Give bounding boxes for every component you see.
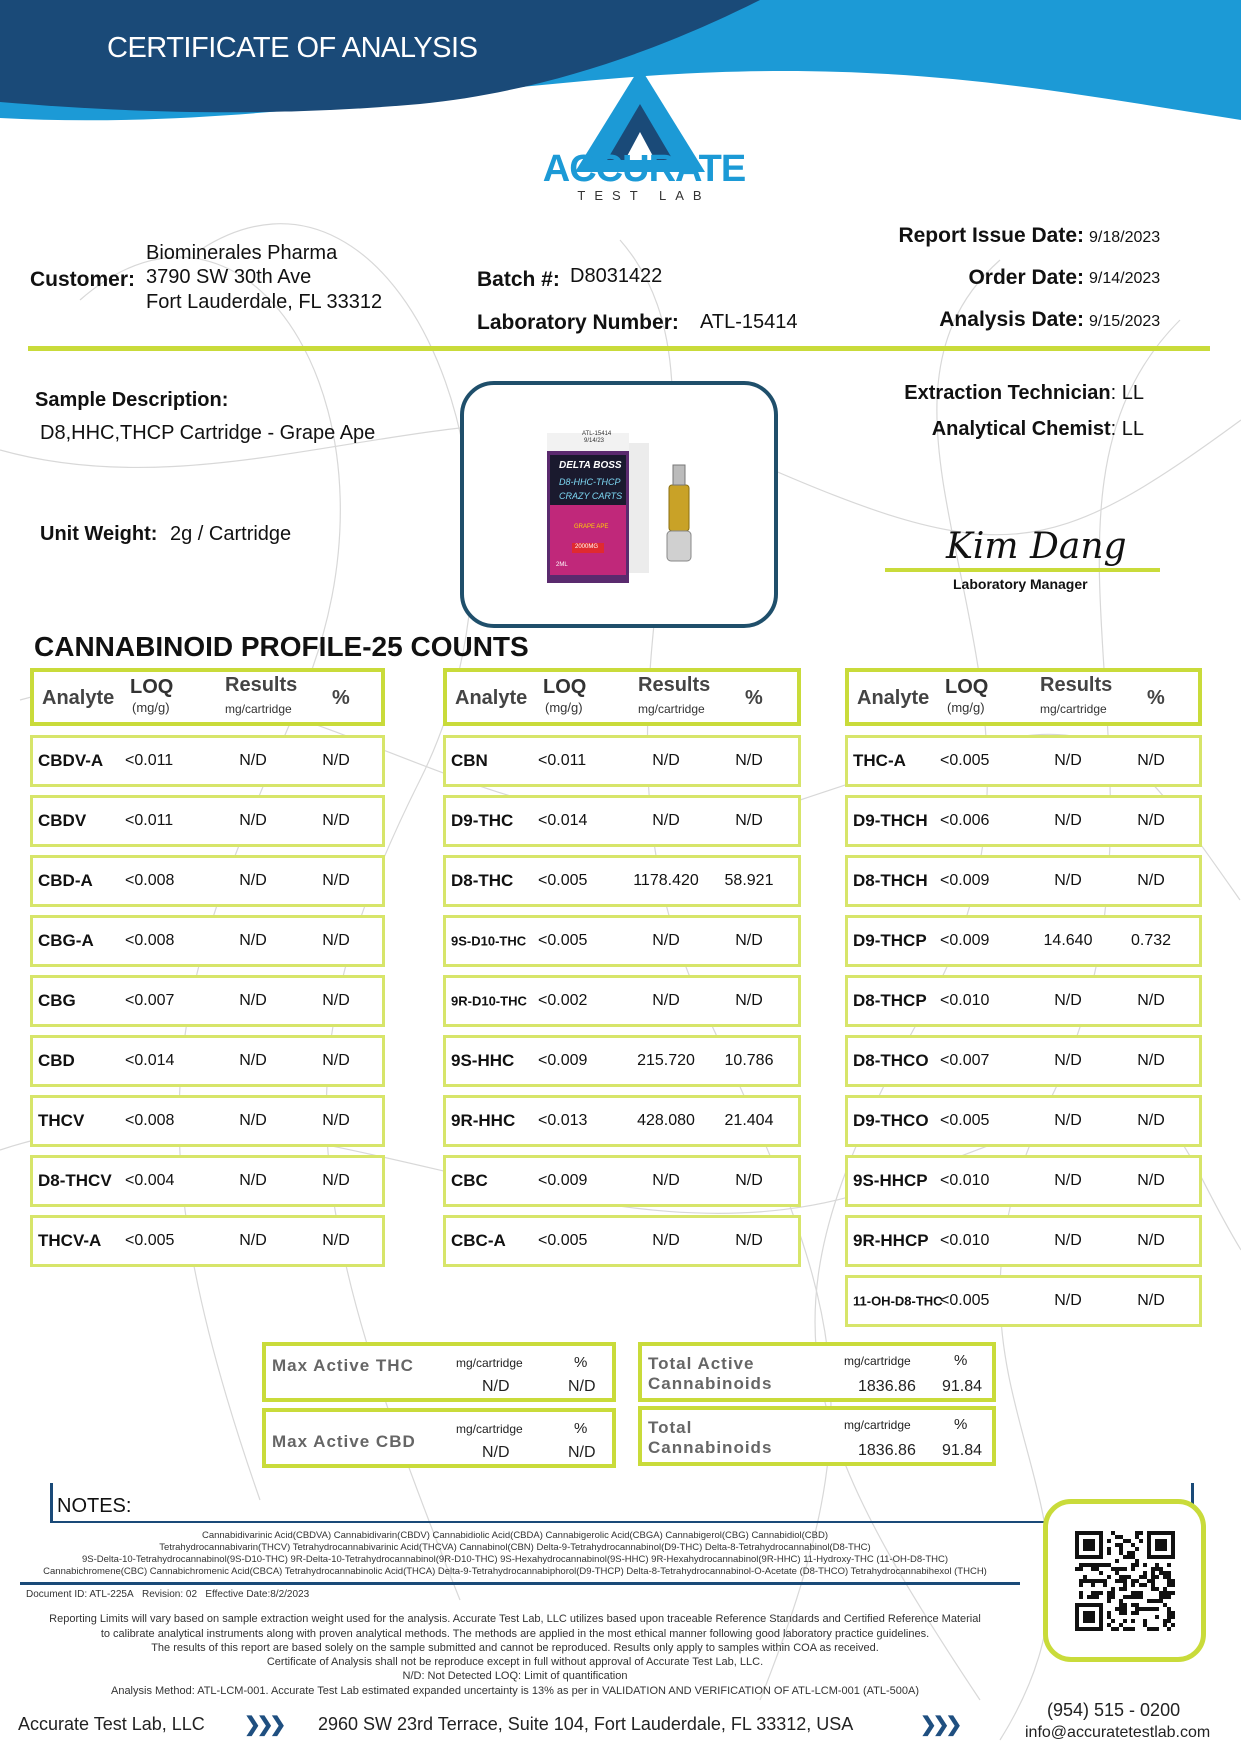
analyte-name: CBDV-A — [38, 751, 104, 770]
table-row — [30, 795, 385, 847]
analyte-result: N/D — [1054, 1292, 1082, 1309]
analyte-loq: <0.005 — [940, 752, 990, 769]
analyte-result: N/D — [239, 1172, 267, 1189]
table-row — [443, 735, 801, 787]
table-row — [845, 1275, 1202, 1327]
max-active-cbd-mg: N/D — [482, 1444, 510, 1461]
header-loq-unit: (mg/g) — [947, 700, 985, 715]
table-row — [845, 855, 1202, 907]
analyte-name: CBD — [38, 1051, 75, 1070]
notes-line-4: Cannabichromene(CBC) Cannabichromenic Acid(CBCA) Tetrahydrocannabinolic Acid(THCA) Delta-9-Tetrahydrocannabiphorol(D9-THCP) Delta-8-Tetrahydrocannabinol-O-Acetate (D8-THCO) Tetrahydrocannabihexol (THCH) — [43, 1566, 987, 1577]
analyte-result: N/D — [239, 1232, 267, 1249]
analyte-name: D9-THCP — [853, 931, 927, 950]
footer-email[interactable]: info@accuratetestlab.com — [1025, 1724, 1211, 1741]
analyte-pct: N/D — [735, 992, 763, 1009]
order-date-value: 9/14/2023 — [1089, 270, 1161, 287]
photo-brand: DELTA BOSS — [559, 460, 622, 471]
analyte-name: CBG-A — [38, 931, 94, 950]
customer-label: Customer: — [30, 268, 136, 291]
max-active-thc-mg: N/D — [482, 1378, 510, 1395]
cannabinoid-profile-title: CANNABINOID PROFILE-25 COUNTS — [34, 631, 529, 662]
total-label-1: Total — [648, 1418, 693, 1437]
analyte-loq: <0.002 — [538, 992, 588, 1009]
order-date-label: Order Date: — [968, 266, 1084, 289]
table-row — [30, 1035, 385, 1087]
analyte-loq: <0.005 — [940, 1112, 990, 1129]
table-row — [845, 975, 1202, 1027]
analyte-name: D8-THCV — [38, 1171, 112, 1190]
signature-line — [885, 568, 1160, 572]
analyte-loq: <0.014 — [125, 1052, 175, 1069]
table-row — [30, 915, 385, 967]
max-active-cbd-unit-mg: mg/cartridge — [456, 1422, 523, 1436]
analyte-loq: <0.007 — [940, 1052, 990, 1069]
max-active-cbd-pct: N/D — [568, 1444, 596, 1461]
analyte-loq: <0.004 — [125, 1172, 175, 1189]
total-active-pct: 91.84 — [942, 1378, 983, 1395]
analyte-name: D9-THCO — [853, 1111, 929, 1130]
max-active-thc-label: Max Active THC — [272, 1356, 414, 1375]
unit-weight-value: 2g / Cartridge — [170, 523, 292, 545]
analyte-result: N/D — [239, 752, 267, 769]
total-active-label-2: Cannabinoids — [648, 1374, 773, 1393]
total-active-unit-pct: % — [954, 1352, 968, 1369]
sample-photo — [464, 385, 774, 624]
laboratory-manager-label: Laboratory Manager — [953, 576, 1088, 592]
analyte-result: N/D — [1054, 872, 1082, 889]
analytical-chemist-value: : LL — [1110, 418, 1144, 440]
total-unit-pct: % — [954, 1416, 968, 1433]
extraction-technician — [800, 382, 1144, 405]
report-date-value: 9/18/2023 — [1089, 229, 1161, 246]
qr-code-icon[interactable] — [1075, 1531, 1175, 1631]
analyte-result: N/D — [652, 752, 680, 769]
header-analyte: Analyte — [42, 687, 115, 709]
notes-divider — [20, 1582, 1020, 1585]
table-row — [443, 1155, 801, 1207]
analyte-loq: <0.009 — [538, 1172, 588, 1189]
header-results: Results — [225, 674, 298, 696]
table-row — [30, 855, 385, 907]
analyte-result: N/D — [1054, 1232, 1082, 1249]
analyte-pct: N/D — [322, 1172, 350, 1189]
table-row — [443, 915, 801, 967]
header-loq-unit: (mg/g) — [132, 700, 170, 715]
footer-address: 2960 SW 23rd Terrace, Suite 104, Fort Lauderdale, FL 33312, USA — [318, 1714, 854, 1734]
header-pct: % — [332, 687, 350, 709]
analyte-name: CBN — [451, 751, 488, 770]
report-date-label: Report Issue Date: — [898, 224, 1084, 247]
total-mg: 1836.86 — [858, 1442, 916, 1459]
table-row — [845, 1035, 1202, 1087]
photo-atl-label: ATL-15414 — [582, 431, 612, 437]
photo-size: 2ML — [556, 562, 568, 568]
notes-label: NOTES: — [57, 1495, 132, 1517]
analyte-name: 9S-HHCP — [853, 1171, 928, 1190]
analyte-result: 428.080 — [637, 1112, 695, 1129]
table-row — [845, 735, 1202, 787]
analyte-pct: N/D — [322, 992, 350, 1009]
sample-description-value: D8,HHC,THCP Cartridge - Grape Ape — [40, 422, 376, 444]
table-row — [30, 735, 385, 787]
analyte-pct: 58.921 — [724, 872, 774, 889]
table-header-3 — [845, 668, 1202, 726]
header-analyte: Analyte — [857, 687, 930, 709]
analyte-name: D9-THCH — [853, 811, 928, 830]
table-row — [845, 795, 1202, 847]
table-header-2 — [443, 668, 801, 726]
sample-description-label: Sample Description: — [35, 389, 229, 411]
disclaimer-line-3: The results of this report are based solely on the sample submitted and cannot be reproduced. Results only apply to samples within COA as received. — [151, 1642, 879, 1654]
analyte-name: D8-THCO — [853, 1051, 929, 1070]
analyte-pct: N/D — [1137, 1232, 1165, 1249]
total-pct: 91.84 — [942, 1442, 983, 1459]
analyte-result: N/D — [1054, 992, 1082, 1009]
qr-code-frame — [1043, 1499, 1206, 1662]
analyte-name: 9S-HHC — [451, 1051, 515, 1070]
total-active-cannabinoids-box — [638, 1342, 996, 1402]
max-active-cbd-box — [262, 1408, 616, 1468]
disclaimer-line-4: Certificate of Analysis shall not be reproduce except in full without approval of Accurate Test Lab, LLC. — [266, 1656, 764, 1668]
table-row — [443, 1215, 801, 1267]
analysis-date-label: Analysis Date: — [939, 308, 1084, 331]
customer-name: Biominerales Pharma — [146, 242, 338, 264]
table-row — [845, 915, 1202, 967]
logo-name: ACCURATE — [542, 148, 746, 190]
table-row — [30, 975, 385, 1027]
analyte-pct: 0.732 — [1130, 932, 1172, 949]
disclaimer-line-2: to calibrate analytical instruments along with proven analytical methods. The methods are applied in the most ethical manner following good laboratory practice guidelines. — [100, 1628, 930, 1640]
analyte-pct: N/D — [1137, 812, 1165, 829]
header-pct: % — [745, 687, 763, 709]
header-pct: % — [1147, 687, 1165, 709]
footer-chevron-2-icon: ❯❯❯ — [920, 1714, 959, 1736]
analyte-loq: <0.008 — [125, 1112, 175, 1129]
header-loq: LOQ — [543, 676, 587, 698]
analyte-pct: N/D — [322, 932, 350, 949]
analyte-pct: 10.786 — [724, 1052, 774, 1069]
analyte-pct: N/D — [1137, 1052, 1165, 1069]
analyte-loq: <0.005 — [538, 932, 588, 949]
analyte-pct: N/D — [735, 1172, 763, 1189]
footer-phone: (954) 515 - 0200 — [1047, 1700, 1181, 1720]
analyte-result: 1178.420 — [633, 872, 699, 889]
analyte-name: D8-THCP — [853, 991, 927, 1010]
analyte-result: N/D — [652, 1232, 680, 1249]
max-active-thc-unit-mg: mg/cartridge — [456, 1356, 523, 1370]
table-row — [845, 1215, 1202, 1267]
analyte-pct: N/D — [1137, 752, 1165, 769]
table-row — [443, 855, 801, 907]
analyte-name: CBDV — [38, 811, 87, 830]
table-row — [443, 975, 801, 1027]
unit-weight-label: Unit Weight: — [40, 523, 158, 545]
analyte-name: CBG — [38, 991, 76, 1010]
extraction-technician-label: Extraction Technician — [904, 382, 1111, 404]
analyte-name: THC-A — [853, 751, 906, 770]
total-active-label-1: Total Active — [648, 1354, 755, 1373]
header-loq: LOQ — [945, 676, 989, 698]
analyte-loq: <0.011 — [538, 752, 587, 769]
footer-company: Accurate Test Lab, LLC — [18, 1714, 205, 1734]
analyte-loq: <0.006 — [940, 812, 990, 829]
analyte-result: N/D — [239, 1052, 267, 1069]
table-row — [443, 1095, 801, 1147]
analyte-pct: N/D — [322, 752, 350, 769]
disclaimer-line-6: Analysis Method: ATL-LCM-001. Accurate Test Lab estimated expanded uncertainty is 13% as per in VALIDATION AND VERIFICATION OF ATL-LCM-001 (ATL-500A) — [110, 1685, 920, 1697]
doc-effective-date: Effective Date:8/2/2023 — [205, 1589, 310, 1600]
analyte-name: D9-THC — [451, 811, 514, 830]
customer-city: Fort Lauderdale, FL 33312 — [146, 291, 383, 313]
max-active-thc-box — [262, 1342, 616, 1402]
analyte-pct: N/D — [735, 752, 763, 769]
notes-line-2: Tetrahydrocannabivarin(THCV) Tetrahydrocannabivarinic Acid(THCVA) Cannabinol(CBN) Delta-9-Tetrahydrocannabinol(D9-THC) Delta-8-Tetrahydrocannabinol(D8-THC) — [159, 1542, 871, 1553]
analyte-pct: N/D — [322, 1232, 350, 1249]
analysis-date-value: 9/15/2023 — [1089, 313, 1161, 330]
photo-date-label: 9/14/23 — [584, 438, 605, 444]
analyte-result: N/D — [1054, 812, 1082, 829]
analyte-loq: <0.005 — [538, 1232, 588, 1249]
analyte-pct: N/D — [1137, 1112, 1165, 1129]
analyte-name: 9R-D10-THC — [451, 993, 527, 1009]
analyte-loq: <0.005 — [940, 1292, 990, 1309]
analyte-pct: N/D — [735, 932, 763, 949]
analyte-result: N/D — [652, 812, 680, 829]
total-unit-mg: mg/cartridge — [844, 1418, 911, 1432]
analyte-loq: <0.010 — [940, 1232, 990, 1249]
document-id — [26, 1589, 309, 1600]
analyte-result: 14.640 — [1043, 932, 1093, 949]
analyte-loq: <0.005 — [538, 872, 588, 889]
analyte-name: D8-THCH — [853, 871, 928, 890]
analyte-result: N/D — [239, 932, 267, 949]
analyte-name: 9R-HHCP — [853, 1231, 929, 1250]
analyte-result: N/D — [652, 932, 680, 949]
analyte-result: N/D — [239, 992, 267, 1009]
photo-line: CRAZY CARTS — [559, 491, 623, 501]
analyte-result: N/D — [239, 1112, 267, 1129]
logo-subtitle: TEST LAB — [577, 188, 711, 203]
analyte-result: 215.720 — [637, 1052, 695, 1069]
analyte-loq: <0.009 — [538, 1052, 588, 1069]
header-results-unit: mg/cartridge — [1040, 702, 1107, 716]
analyte-result: N/D — [239, 812, 267, 829]
analyte-loq: <0.011 — [125, 752, 174, 769]
header-results: Results — [638, 674, 711, 696]
table-row — [443, 1035, 801, 1087]
analyte-result: N/D — [1054, 1112, 1082, 1129]
header-results-unit: mg/cartridge — [225, 702, 292, 716]
analyte-loq: <0.010 — [940, 1172, 990, 1189]
analyte-name: 11-OH-D8-THC — [853, 1293, 943, 1309]
analyte-name: CBD-A — [38, 871, 93, 890]
analyte-pct: N/D — [1137, 992, 1165, 1009]
analyte-result: N/D — [239, 872, 267, 889]
analyte-pct: N/D — [322, 812, 350, 829]
max-active-cbd-unit-pct: % — [574, 1420, 588, 1437]
max-active-thc-pct: N/D — [568, 1378, 596, 1395]
notes-line-1: Cannabidivarinic Acid(CBDVA) Cannabidivarin(CBDV) Cannabidiolic Acid(CBDA) Cannabigerolic Acid(CBGA) Cannabigerol(CBG) Cannabidiol(CBD) — [201, 1530, 829, 1541]
analyte-name: CBC-A — [451, 1231, 506, 1250]
max-active-cbd-label: Max Active CBD — [272, 1432, 416, 1451]
header-analyte: Analyte — [455, 687, 528, 709]
extraction-technician-value: : LL — [1110, 382, 1144, 404]
analyte-loq: <0.008 — [125, 872, 175, 889]
total-cannabinoids-box — [638, 1406, 996, 1466]
analyte-loq: <0.007 — [125, 992, 175, 1009]
analyte-loq: <0.005 — [125, 1232, 175, 1249]
analyte-name: THCV — [38, 1111, 85, 1130]
analyte-result: N/D — [652, 1172, 680, 1189]
header-loq: LOQ — [130, 676, 174, 698]
footer-chevron-1-icon: ❯❯❯ — [244, 1714, 283, 1736]
table-row — [845, 1155, 1202, 1207]
analytical-chemist — [800, 418, 1144, 441]
analytical-chemist-label: Analytical Chemist — [931, 418, 1111, 440]
lab-number-value: ATL-15414 — [700, 311, 798, 333]
customer-street: 3790 SW 30th Ave — [146, 266, 312, 288]
total-active-mg: 1836.86 — [858, 1378, 916, 1395]
notes-box — [50, 1483, 1194, 1523]
header-title: CERTIFICATE OF ANALYSIS — [107, 32, 478, 64]
table-row — [845, 1095, 1202, 1147]
disclaimer-line-5: N/D: Not Detected LOQ: Limit of quantification — [402, 1670, 628, 1682]
notes-line-3: 9S-Delta-10-Tetrahydrocannabinol(9S-D10-THC) 9R-Delta-10-Tetrahydrocannabinol(9R-D10-THC) 9S-Hexahydrocannabinol(9S-HHC) 9R-Hexahydrocannabinol(9R-HHC) 11-Hydroxy-THC (11-OH-D8-THC) — [81, 1554, 949, 1565]
analyte-pct: N/D — [1137, 1172, 1165, 1189]
analyte-result: N/D — [1054, 1052, 1082, 1069]
table-header-1 — [30, 668, 385, 726]
analyte-pct: N/D — [1137, 872, 1165, 889]
analyte-loq: <0.013 — [538, 1112, 588, 1129]
analyte-loq: <0.009 — [940, 932, 990, 949]
analyte-pct: N/D — [735, 812, 763, 829]
total-active-unit-mg: mg/cartridge — [844, 1354, 911, 1368]
header-loq-unit: (mg/g) — [545, 700, 583, 715]
analyte-name: THCV-A — [38, 1231, 102, 1250]
analyte-pct: N/D — [322, 1052, 350, 1069]
analyte-pct: 21.404 — [724, 1112, 774, 1129]
analyte-name: D8-THC — [451, 871, 514, 890]
batch-value: D8031422 — [570, 265, 663, 287]
analyte-loq: <0.009 — [940, 872, 990, 889]
max-active-thc-unit-pct: % — [574, 1354, 588, 1371]
header-results-unit: mg/cartridge — [638, 702, 705, 716]
analyte-result: N/D — [1054, 1172, 1082, 1189]
analyte-name: CBC — [451, 1171, 488, 1190]
batch-label: Batch #: — [477, 268, 560, 291]
table-row — [30, 1155, 385, 1207]
analyte-loq: <0.011 — [125, 812, 174, 829]
signature: Kim Dang — [946, 526, 1127, 567]
table-row — [443, 795, 801, 847]
total-label-2: Cannabinoids — [648, 1438, 773, 1457]
photo-product: D8-HHC-THCP — [559, 477, 621, 487]
header-results: Results — [1040, 674, 1113, 696]
header-divider — [28, 346, 1210, 351]
photo-flavor: GRAPE APE — [574, 524, 609, 530]
table-row — [30, 1095, 385, 1147]
photo-mg: 2000MG — [575, 544, 599, 550]
sample-photo-frame — [460, 381, 778, 628]
lab-number-label: Laboratory Number: — [477, 311, 679, 334]
analyte-name: 9R-HHC — [451, 1111, 516, 1130]
analyte-loq: <0.010 — [940, 992, 990, 1009]
analyte-loq: <0.008 — [125, 932, 175, 949]
disclaimer-line-1: Reporting Limits will vary based on sample extraction weight used for the analysis. Accurate Test Lab, LLC utilizes based upon traceable Reference Standards and Certified Reference Material — [49, 1613, 981, 1625]
analyte-result: N/D — [652, 992, 680, 1009]
doc-id: Document ID: ATL-225A — [26, 1589, 134, 1600]
doc-revision: Revision: 02 — [142, 1589, 198, 1600]
analyte-pct: N/D — [735, 1232, 763, 1249]
analyte-loq: <0.014 — [538, 812, 588, 829]
analyte-result: N/D — [1054, 752, 1082, 769]
table-row — [30, 1215, 385, 1267]
analyte-pct: N/D — [322, 872, 350, 889]
analyte-name: 9S-D10-THC — [451, 933, 527, 949]
analyte-pct: N/D — [322, 1112, 350, 1129]
analyte-pct: N/D — [1137, 1292, 1165, 1309]
